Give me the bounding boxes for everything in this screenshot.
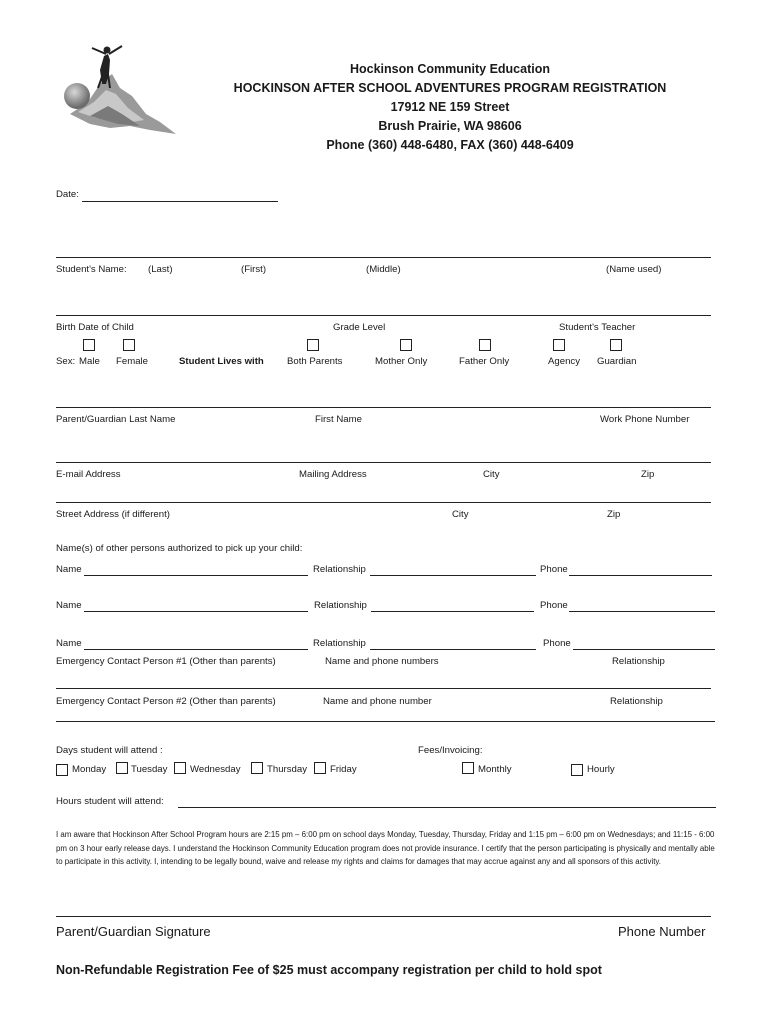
lives-guardian-checkbox[interactable] [610, 339, 622, 351]
parent-first-label: First Name [315, 414, 362, 425]
day-wednesday-label: Wednesday [190, 764, 241, 775]
header-street: 17912 NE 159 Street [390, 100, 510, 114]
student-name-label: Student's Name: [56, 264, 127, 275]
pickup2-name-label: Name [56, 600, 82, 611]
header-title: HOCKINSON AFTER SCHOOL ADVENTURES PROGRAM REGISTRATION [233, 81, 667, 95]
student-first-label: (First) [241, 264, 267, 275]
pickup2-name-field[interactable] [84, 611, 308, 612]
student-nameused-label: (Name used) [606, 264, 662, 275]
parent-name-field[interactable] [56, 407, 711, 408]
hours-label: Hours student will attend: [56, 796, 164, 807]
fee-monthly-checkbox[interactable] [462, 762, 474, 774]
date-label: Date: [56, 189, 79, 200]
hours-field[interactable] [178, 807, 716, 808]
pickup1-phone-label: Phone [540, 564, 568, 575]
fee-hourly-checkbox[interactable] [571, 764, 583, 776]
contact-field[interactable] [56, 462, 711, 463]
street-label: Street Address (if different) [56, 509, 170, 520]
pickup2-relationship-field[interactable] [371, 611, 534, 612]
mailing-label: Mailing Address [299, 469, 367, 480]
lives-father-checkbox[interactable] [479, 339, 491, 351]
day-thursday-label: Thursday [267, 764, 307, 775]
birth-grade-teacher-field[interactable] [56, 315, 711, 316]
day-wednesday-checkbox[interactable] [174, 762, 186, 774]
lives-mother-label: Mother Only [375, 356, 428, 367]
day-tuesday-checkbox[interactable] [116, 762, 128, 774]
pickup2-phone-field[interactable] [569, 611, 715, 612]
day-thursday-checkbox[interactable] [251, 762, 263, 774]
fee-monthly-label: Monthly [478, 764, 512, 775]
emergency1-namephone-label: Name and phone numbers [325, 656, 439, 667]
birth-date-label: Birth Date of Child [56, 322, 134, 333]
sex-female-label: Female [116, 356, 148, 367]
parent-last-label: Parent/Guardian Last Name [56, 414, 176, 425]
day-monday-label: Monday [72, 764, 107, 775]
street-field[interactable] [56, 502, 711, 503]
days-label: Days student will attend : [56, 745, 163, 756]
emergency1-label: Emergency Contact Person #1 (Other than parents) [56, 656, 276, 667]
pickup-intro: Name(s) of other persons authorized to pick up your child: [56, 543, 303, 554]
emergency2-namephone-label: Name and phone number [323, 696, 432, 707]
pickup3-phone-field[interactable] [573, 649, 715, 650]
header-city: Brush Prairie, WA 98606 [378, 119, 522, 133]
lives-guardian-label: Guardian [597, 356, 637, 367]
lives-both-checkbox[interactable] [307, 339, 319, 351]
signature-field[interactable] [56, 916, 711, 917]
sex-female-checkbox[interactable] [123, 339, 135, 351]
pickup1-name-label: Name [56, 564, 82, 575]
teacher-label: Student's Teacher [559, 322, 636, 333]
fee-hourly-label: Hourly [587, 764, 615, 775]
street-city-label: City [452, 509, 469, 520]
pickup3-relationship-label: Relationship [313, 638, 366, 649]
pickup2-phone-label: Phone [540, 600, 568, 611]
pickup3-relationship-field[interactable] [370, 649, 536, 650]
lives-father-label: Father Only [459, 356, 510, 367]
emergency2-relationship-label: Relationship [610, 696, 663, 707]
day-monday-checkbox[interactable] [56, 764, 68, 776]
pickup1-relationship-field[interactable] [370, 575, 536, 576]
signature-phone-label: Phone Number [618, 924, 706, 939]
fees-label: Fees/Invoicing: [418, 745, 483, 756]
header-phone: Phone (360) 448-6480, FAX (360) 448-6409 [326, 138, 574, 152]
pickup1-relationship-label: Relationship [313, 564, 366, 575]
pickup3-name-field[interactable] [84, 649, 308, 650]
parent-workphone-label: Work Phone Number [600, 414, 690, 425]
pickup1-phone-field[interactable] [569, 575, 712, 576]
lives-mother-checkbox[interactable] [400, 339, 412, 351]
emergency1-relationship-label: Relationship [612, 656, 665, 667]
mailing-zip-label: Zip [641, 469, 655, 480]
grade-level-label: Grade Level [333, 322, 386, 333]
student-last-label: (Last) [148, 264, 173, 275]
sex-male-label: Male [79, 356, 100, 367]
lives-agency-label: Agency [548, 356, 580, 367]
street-zip-label: Zip [607, 509, 621, 520]
lives-both-label: Both Parents [287, 356, 343, 367]
pickup3-name-label: Name [56, 638, 82, 649]
sex-label: Sex: [56, 356, 76, 367]
emergency1-field[interactable] [56, 688, 711, 689]
emergency2-label: Emergency Contact Person #2 (Other than parents) [56, 696, 276, 707]
mailing-city-label: City [483, 469, 500, 480]
email-label: E-mail Address [56, 469, 121, 480]
day-friday-checkbox[interactable] [314, 762, 326, 774]
student-name-field[interactable] [56, 257, 711, 258]
lives-with-label: Student Lives with [179, 356, 264, 367]
pickup2-relationship-label: Relationship [314, 600, 367, 611]
disclaimer-text: I am aware that Hockinson After School Program hours are 2:15 pm – 6:00 pm on school days Monday, Tuesday, Thursday, Friday and 1:15 pm – 6:00 pm on Wednesdays; and 11:15 - 6:00 pm on 3 hour early release days. I understand the Hockinson Community Education program does not provide insurance. I certify that the person participating is physically and mentally able to participate in this activity. I, intending to be legally bound, waive and release my rights and claims for damages that may accrue against any and all sponsors of this activity. [56, 830, 715, 866]
day-friday-label: Friday [330, 764, 357, 775]
student-middle-label: (Middle) [366, 264, 401, 275]
pickup1-name-field[interactable] [84, 575, 308, 576]
pickup3-phone-label: Phone [543, 638, 571, 649]
fee-notice: Non-Refundable Registration Fee of $25 must accompany registration per child to hold spot [56, 963, 602, 977]
sex-male-checkbox[interactable] [83, 339, 95, 351]
date-field[interactable] [82, 201, 278, 202]
lives-agency-checkbox[interactable] [553, 339, 565, 351]
signature-label: Parent/Guardian Signature [56, 924, 211, 939]
day-tuesday-label: Tuesday [131, 764, 168, 775]
emergency2-field[interactable] [56, 721, 715, 722]
header-org: Hockinson Community Education [349, 62, 550, 76]
